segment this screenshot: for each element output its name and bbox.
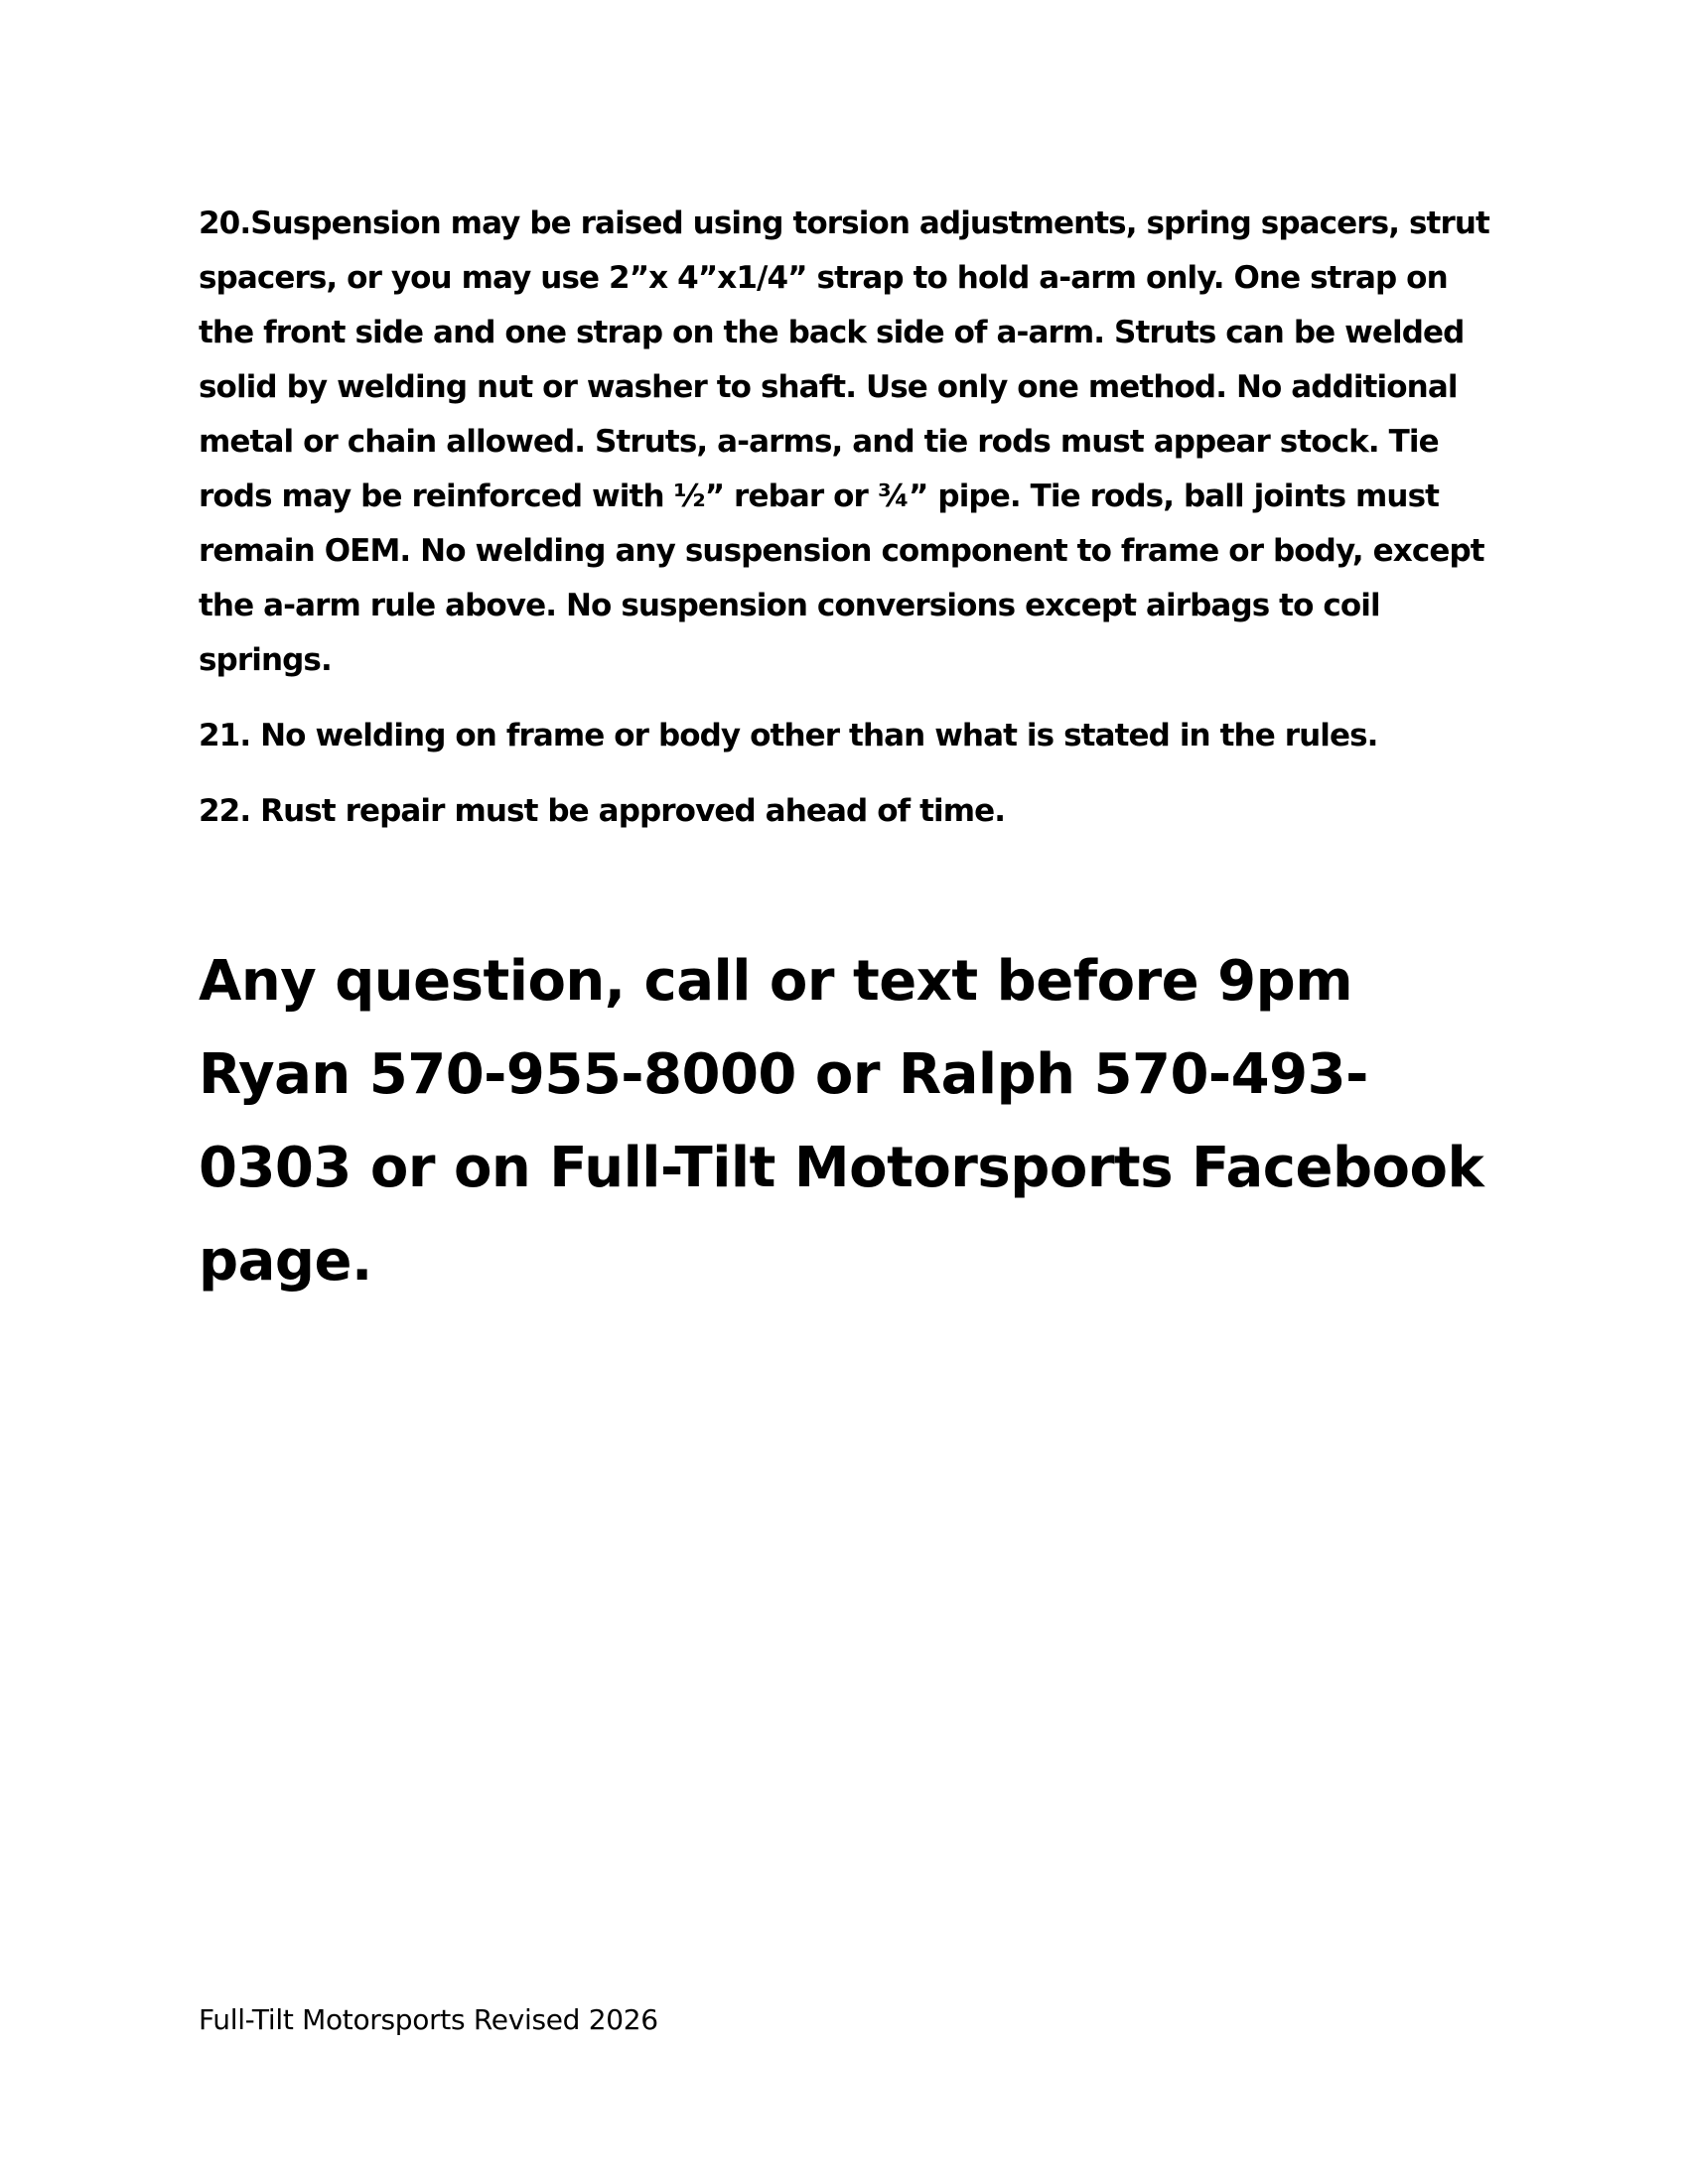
rules-list bbox=[199, 197, 1489, 860]
page-footer: Full-Tilt Motorsports Revised 2026 bbox=[199, 2003, 658, 2036]
rule-20-suspension: 20.Suspension may be raised using torsion adjustments, spring spacers, strut spacers, or you may use 2”x 4”x1/4” strap to hold a-arm only. One strap on the front side and one strap on the back side of a-arm. Struts can be welded solid by welding nut or washer to shaft. Use only one method. No additional metal or chain allowed. Struts, a-arms, and tie rods must appear stock. Tie rods may be reinforced with ½” rebar or ¾” pipe. Tie rods, ball joints must remain OEM. No welding any suspension component to frame or body, except the a-arm rule above. No suspension conversions except airbags to coil springs. bbox=[199, 205, 1489, 678]
rule-22-rust-repair: 22. Rust repair must be approved ahead of time. bbox=[199, 793, 1006, 829]
rule-21-welding: 21. No welding on frame or body other than what is stated in the rules. bbox=[199, 718, 1378, 753]
contact-notice: Any question, call or text before 9pm Ryan 570-955-8000 or Ralph 570-493-0303 or on Full-Tilt Motorsports Facebook page. bbox=[199, 949, 1484, 1294]
